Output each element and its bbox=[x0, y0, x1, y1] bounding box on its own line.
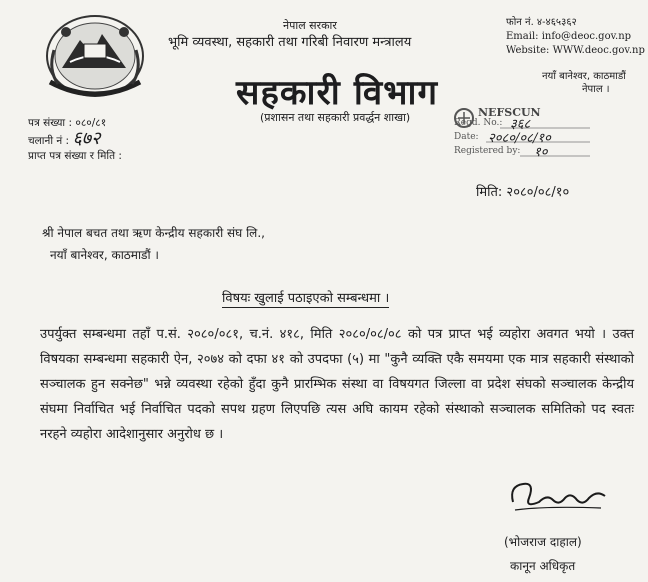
government-name: नेपाल सरकार bbox=[283, 19, 337, 32]
letter-subject bbox=[222, 288, 389, 306]
department-name: सहकारी विभाग bbox=[236, 73, 439, 113]
stamp-registered-value: १० bbox=[534, 145, 548, 160]
signatory-block bbox=[504, 530, 582, 578]
stamp-registered-label: Registered by: bbox=[454, 146, 521, 156]
stamp-regd-value: ३६८ bbox=[510, 117, 531, 132]
contact-block bbox=[506, 16, 645, 58]
ministry-name: भूमि व्यवस्था, सहकारी तथा गरिबी निवारण मन्त्रालय bbox=[168, 35, 412, 50]
address-line-1: नयाँ बानेश्वर, काठमाडौं bbox=[542, 71, 626, 82]
recipient-line-1: श्री नेपाल बचत तथा ऋण केन्द्रीय सहकारी संघ लि., bbox=[42, 226, 265, 240]
section-name: (प्रशासन तथा सहकारी प्रवर्द्धन शाखा) bbox=[260, 111, 411, 124]
chalani-value: ६७२ bbox=[72, 128, 101, 149]
prapta-patra: प्राप्त पत्र संख्या र मिति : bbox=[28, 150, 122, 162]
office-address bbox=[542, 70, 626, 96]
signatory-name: (भोजराज दाहाल) bbox=[504, 535, 582, 549]
handwritten-signature bbox=[505, 472, 615, 516]
chalani-number bbox=[28, 128, 122, 149]
letter-date: मिति: २०८०/०८/१० bbox=[476, 185, 570, 200]
recipient-block bbox=[42, 222, 265, 266]
website-address: Website: WWW.deoc.gov.np bbox=[506, 45, 645, 56]
signatory-title: कानून अधिकृत bbox=[510, 559, 576, 573]
stamp-date-value: २०८०/०८/१० bbox=[488, 131, 551, 146]
stamp-regd-label: Regd. No.: bbox=[454, 118, 503, 128]
subject-underline bbox=[222, 307, 389, 308]
recipient-line-2: नयाँ बानेश्वर, काठमाडौं । bbox=[50, 248, 159, 262]
body-paragraph: उपर्युक्त सम्बन्धमा तहाँ प.सं. २०८०/०८१, च.नं. ४१८, मिति २०८०/०८/०८ को पत्र प्राप्त भई व्यहोरा अवगत भयो । उक्त विषयका सम्बन्धमा सहकारी ऐन, २०७४ को दफा ४१ को उपदफा (५) मा "कुनै व्यक्ति एकै समयमा एक मात्र सहकारी संस्थाको सञ्चालक हुन सक्नेछ" भन्ने व्यवस्था रहेको हुँदा कुनै प्रारम्भिक संस्था वा विषयगत जिल्ला वा प्रदेश संघको सञ्चालक केन्द्रीय संघमा निर्वाचित भई निर्वाचित पदको सपथ ग्रहण लिएपछि त्यस अघि कायम रहेको संस्थाको सञ्चालक समितिको पद स्वतः नरहने व्यहोरा आदेशानुसार अनुरोध छ । bbox=[40, 327, 634, 442]
nefscun-stamp-icon bbox=[450, 104, 600, 168]
stamp-org: NEFSCUN bbox=[478, 106, 541, 119]
nepal-emblem-icon bbox=[40, 10, 150, 102]
address-line-2: नेपाल । bbox=[582, 84, 610, 95]
letter-body bbox=[40, 322, 634, 447]
patra-sankhya: पत्र संख्या : ०८०/८१ bbox=[28, 117, 107, 129]
reference-block bbox=[28, 116, 122, 164]
phone-number: फोन नं. ४-४६५३६२ bbox=[506, 17, 577, 28]
chalani-label: चलानी नं : bbox=[28, 135, 70, 147]
stamp-date-label: Date: bbox=[454, 132, 479, 142]
subject-text: विषयः खुलाई पठाइएको सम्बन्धमा । bbox=[222, 291, 390, 306]
email-address: Email: info@deoc.gov.np bbox=[506, 31, 632, 42]
